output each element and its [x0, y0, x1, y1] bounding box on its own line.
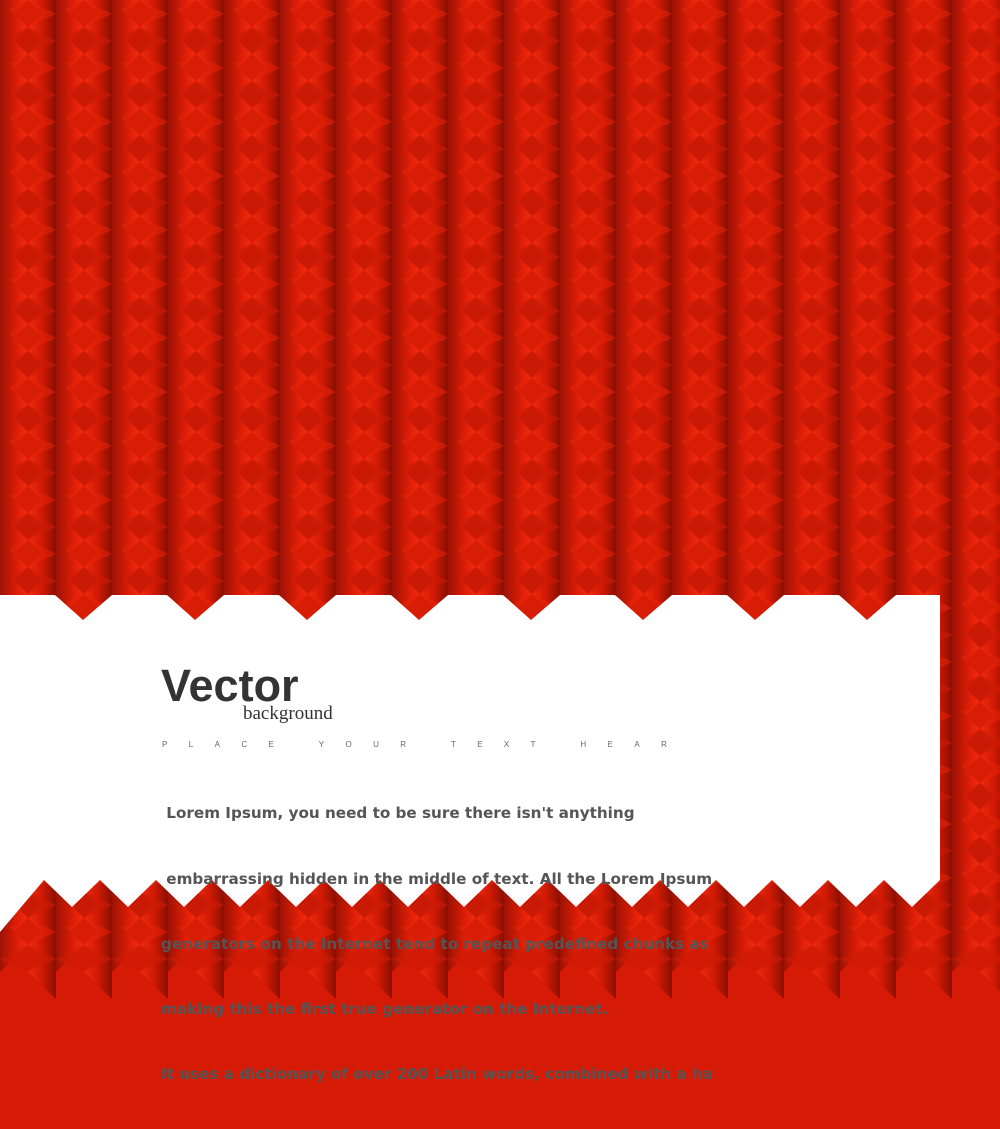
body-line: Lorem Ipsum, you need to be sure there isn't anything [161, 804, 635, 823]
body-paragraph [161, 760, 713, 1129]
body-line: It uses a dictionary of over 200 Latin words, combined with a ha [161, 1064, 713, 1083]
body-line: making this the first true generator on the Internet. [161, 999, 609, 1018]
body-line: embarrassing hidden in the middle of text. All the Lorem Ipsum [161, 869, 713, 888]
tagline-text: PLACE YOUR TEXT HEAR [162, 740, 689, 749]
page-title: Vector [161, 660, 299, 711]
stock-id-label [2, 801, 3, 825]
body-line: generators on the Internet tend to repeat predefined chunks as [161, 934, 709, 953]
page-subtitle: background [243, 703, 333, 724]
